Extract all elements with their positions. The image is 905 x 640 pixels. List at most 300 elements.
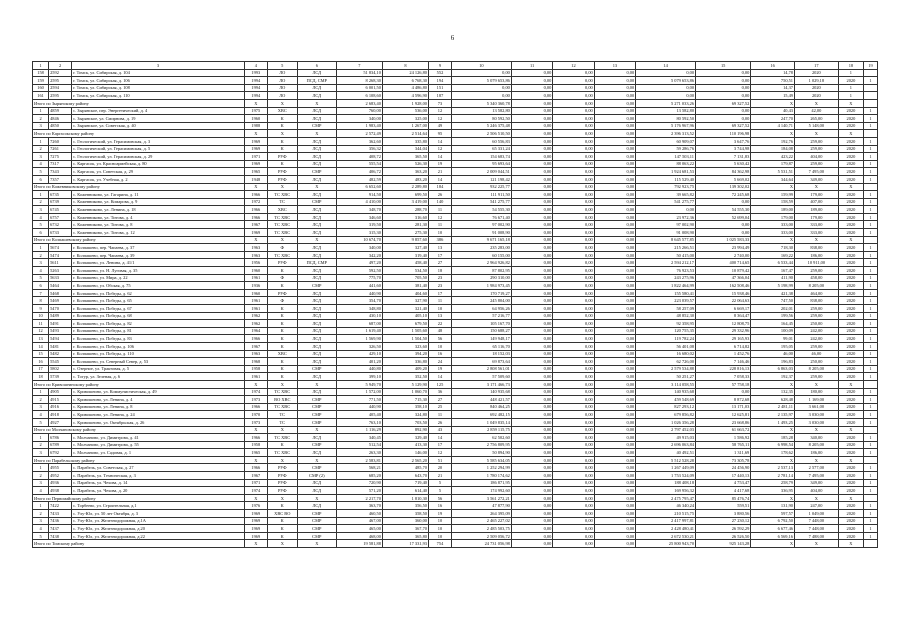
table-cell: 319,50 [336, 221, 382, 229]
table-cell: 679 856,82 [636, 411, 696, 419]
table-cell: 2020 [838, 115, 863, 123]
table-cell: 1972 [244, 198, 267, 206]
table-cell: 1967 [244, 472, 267, 480]
table-cell: 0,00 [594, 335, 635, 343]
table-cell: 0,00 [594, 198, 635, 206]
table-cell: 0,00 [594, 472, 635, 480]
table-cell: 0,00 [511, 396, 552, 404]
table-cell: 169,22 [751, 251, 795, 259]
table-cell: 185,28 [751, 434, 795, 442]
table-cell: ЛСД [297, 206, 336, 214]
column-number: 7 [336, 62, 382, 70]
table-cell: X [838, 456, 863, 464]
table-cell: 0,00 [511, 494, 552, 502]
table-cell: 1 [864, 77, 878, 85]
table-cell: 27 [428, 396, 451, 404]
table-cell: 1 [864, 160, 878, 168]
table-cell: 760,00 [336, 107, 382, 115]
table-cell: 0,00 [451, 84, 511, 92]
table-cell: 1 983,40 [336, 122, 382, 130]
table-cell: X [267, 183, 297, 191]
table-cell: 10 [428, 342, 451, 350]
table-cell: К [267, 327, 297, 335]
table-cell: 14 [428, 434, 451, 442]
table-cell: X [795, 540, 839, 548]
table-cell: 0,00 [553, 183, 594, 191]
table-cell: 22 [428, 320, 451, 328]
table-cell: 57 216,77 [451, 312, 511, 320]
table-cell: 0,00 [594, 479, 635, 487]
table-cell: 0,00 [511, 320, 552, 328]
table-cell: 0,00 [696, 221, 751, 229]
table-cell: 1966 [244, 464, 267, 472]
table-cell: X [795, 456, 839, 464]
table-cell: 259,00 [795, 145, 839, 153]
table-cell: ПСД, СМР [297, 259, 336, 267]
table-cell: с. Улу-Юл, ул. 50 лет Октября, д. 3 [72, 510, 245, 518]
table-cell: 440,90 [336, 289, 382, 297]
table-cell: 0,00 [636, 69, 696, 77]
table-cell: 3 [33, 259, 49, 267]
table-cell: ЛСД [297, 267, 336, 275]
table-cell: 92 358,95 [636, 320, 696, 328]
table-cell: 7 [33, 289, 49, 297]
table-cell: 2 683,40 [336, 99, 382, 107]
table-cell: К [267, 358, 297, 366]
table-cell: 15,49 [751, 92, 795, 100]
table-row [33, 350, 878, 358]
table-cell: 259,00 [795, 305, 839, 313]
table-cell: X [751, 183, 795, 191]
table-cell: 4952 [49, 472, 72, 480]
table-cell: ЛСД [297, 160, 336, 168]
table-cell: X [751, 130, 795, 138]
table-cell: 1 572,00 [336, 388, 382, 396]
table-cell: 1 267 449,09 [636, 464, 696, 472]
table-cell: 0,00 [553, 494, 594, 502]
table-cell: 150 688,27 [451, 327, 511, 335]
table-cell: 0,00 [594, 229, 635, 237]
table-cell: 2020 [838, 137, 863, 145]
table-cell: X [297, 183, 336, 191]
table-cell: 180,00 [795, 388, 839, 396]
table-cell: ЛСД [297, 69, 336, 77]
subtotal-label: Итого по Парабельскому району [33, 456, 245, 464]
table-cell: г. Томск, ул. Сибирская, д. 108 [72, 84, 245, 92]
table-cell: 158 [33, 69, 49, 77]
column-number: 6 [297, 62, 336, 70]
table-cell: 0,00 [553, 380, 594, 388]
table-row [33, 191, 878, 199]
table-cell: ЛСД [297, 145, 336, 153]
table-cell: 2020 [838, 213, 863, 221]
table-cell: 352,50 [382, 373, 428, 381]
table-row [33, 137, 878, 145]
table-cell: 2 [33, 145, 49, 153]
table-cell: 0,00 [594, 540, 635, 548]
table-cell: 186,00 [795, 251, 839, 259]
table-cell: 3 [33, 479, 49, 487]
table-cell: 0,00 [511, 312, 552, 320]
table-cell: РУФ [267, 464, 297, 472]
table-cell: 335,80 [382, 137, 428, 145]
table-row [33, 84, 878, 92]
table-cell: 0,00 [553, 464, 594, 472]
table-cell: X [751, 380, 795, 388]
table-cell: 0,00 [594, 251, 635, 259]
table-cell: ЛСД [297, 251, 336, 259]
table-cell: ЛСД [297, 373, 336, 381]
table-cell: 0,00 [594, 327, 635, 335]
table-cell: 2 740,00 [696, 251, 751, 259]
table-cell: 1966 [244, 335, 267, 343]
table-cell: 186,00 [795, 449, 839, 457]
table-cell: с. Геологический, ул. Герасимовская, д. 3 [72, 137, 245, 145]
table-cell: 440,80 [336, 365, 382, 373]
table-cell: 2 964 926,82 [451, 259, 511, 267]
table-cell: 46,00 [795, 350, 839, 358]
table-cell: 0,00 [696, 388, 751, 396]
table-cell: 6786 [49, 434, 72, 442]
table-cell: 1 [864, 434, 878, 442]
subtotal-row [33, 380, 878, 388]
table-cell: 2020 [838, 472, 863, 480]
table-cell: 327,40 [382, 244, 428, 252]
table-cell: 5 271 033,26 [636, 99, 696, 107]
table-cell: 8 364,47 [696, 312, 751, 320]
table-cell: 459 548,69 [636, 396, 696, 404]
table-cell: 0,00 [594, 449, 635, 457]
table-cell: 57 758,18 [696, 380, 751, 388]
table-cell: 184 [428, 183, 451, 191]
table-cell: 614,40 [382, 487, 428, 495]
table-cell: 0,00 [594, 206, 635, 214]
table-cell: 5481 [49, 342, 72, 350]
table-cell: 0,00 [511, 130, 552, 138]
table-cell: 0,00 [553, 229, 594, 237]
table-row [33, 373, 878, 381]
table-cell: 14 [33, 342, 49, 350]
table-cell: 25 800 943,70 [636, 540, 696, 548]
table-cell: 0,00 [511, 335, 552, 343]
table-cell: ТС [267, 198, 297, 206]
table-cell: ТС ХВС [267, 229, 297, 237]
table-cell: 2 696 063,84 [636, 441, 696, 449]
table-cell: 0,00 [451, 92, 511, 100]
table-cell: 23 [428, 274, 451, 282]
table-cell: 4 486,80 [382, 84, 428, 92]
table-cell: 110 196,98 [696, 130, 751, 138]
table-cell [864, 456, 878, 464]
table-cell: 159,99 [751, 191, 795, 199]
table-cell: 467,00 [336, 517, 382, 525]
table-cell: 441,60 [336, 282, 382, 290]
table-cell: 161 [33, 92, 49, 100]
table-cell: 23 [428, 282, 451, 290]
table-cell: 1 [864, 373, 878, 381]
table-cell: 5 079 653,86 [451, 77, 511, 85]
table-cell: 49 915,03 [636, 434, 696, 442]
table-cell: 12 808,75 [696, 320, 751, 328]
subtotal-row [33, 426, 878, 434]
table-cell: 0,00 [696, 115, 751, 123]
table-cell: 2020 [838, 532, 863, 540]
table-row [33, 365, 878, 373]
table-cell: 56 [428, 494, 451, 502]
table-cell: 571,20 [336, 487, 382, 495]
table-cell: 0,00 [594, 183, 635, 191]
table-cell: с. Озерное, ул. Трактовая, д. 5 [72, 365, 245, 373]
table-row [33, 358, 878, 366]
table-cell: 0,00 [594, 358, 635, 366]
table-cell: 2595 [49, 92, 72, 100]
table-cell: 2020 [838, 388, 863, 396]
table-cell: г. Колпашево, ул. Победы, д. 65 [72, 297, 245, 305]
table-cell: 5474 [49, 251, 72, 259]
table-cell: 11 [428, 411, 451, 419]
table-cell: X [267, 236, 297, 244]
table-cell: 1 [864, 350, 878, 358]
table-cell: 1 [864, 267, 878, 275]
table-cell: X [244, 540, 267, 548]
table-cell: 23 668,86 [696, 418, 751, 426]
table-cell: 0,00 [511, 434, 552, 442]
table-cell: с. Парабель, ул. Техническая, д. 3 [72, 472, 245, 480]
table-cell: 720,90 [336, 479, 382, 487]
table-cell: 6732 [49, 221, 72, 229]
table-cell: 1 [864, 198, 878, 206]
table-cell: ТС ХВС [267, 191, 297, 199]
table-cell: 0,00 [511, 267, 552, 275]
column-number: 17 [795, 62, 839, 70]
table-cell: 97 002,90 [451, 221, 511, 229]
table-cell: 11 [428, 206, 451, 214]
table-cell: 430,10 [336, 312, 382, 320]
table-cell: 27 [428, 259, 451, 267]
table-cell: с. Парабель, ул. Чехова, д. 14 [72, 479, 245, 487]
table-cell: г. Томск, ул. Сибирская, д. 104 [72, 69, 245, 77]
table-cell: 1 [864, 122, 878, 130]
table-cell: 0,00 [553, 472, 594, 480]
table-cell: 0,00 [511, 99, 552, 107]
table-cell: 0,00 [511, 441, 552, 449]
table-cell: 1948 [244, 175, 267, 183]
table-cell: ХВС [267, 206, 297, 214]
table-cell: 4 [33, 525, 49, 533]
table-cell: 0,00 [511, 487, 552, 495]
table-cell: г. Колпашево, ул. Победы, д. 106 [72, 342, 245, 350]
table-cell: 5 949,70 [336, 380, 382, 388]
table-cell: 2020 [838, 259, 863, 267]
table-row [33, 320, 878, 328]
table-cell: 4 596,90 [382, 92, 428, 100]
table-cell: г. Колпашево, пер. Чапаева, д. 39 [72, 251, 245, 259]
table-cell: 5482 [49, 350, 72, 358]
table-cell: 7 058,33 [696, 373, 751, 381]
table-cell: 2020 [838, 335, 863, 343]
table-cell: 5493 [49, 327, 72, 335]
table-cell: 0,00 [696, 77, 751, 85]
table-cell: 3 [33, 449, 49, 457]
table-cell: 458,40 [382, 259, 428, 267]
table-cell: 0,00 [553, 92, 594, 100]
table-cell: 2020 [838, 153, 863, 161]
table-cell: 12 [33, 327, 49, 335]
table-cell: 747,50 [751, 297, 795, 305]
table-cell: 169 956,32 [636, 487, 696, 495]
table-cell: 19 [428, 160, 451, 168]
table-cell: 1956 [244, 259, 267, 267]
table-cell: 1 [864, 312, 878, 320]
table-row [33, 206, 878, 214]
table-cell: 1967 [244, 342, 267, 350]
table-cell: 16 [428, 350, 451, 358]
table-cell: 1975 [244, 107, 267, 115]
table-cell: 39 665,82 [636, 191, 696, 199]
table-cell: 2 572,49 [336, 130, 382, 138]
table-cell: 95 [428, 130, 451, 138]
table-row [33, 464, 878, 472]
table-cell: 17 [428, 441, 451, 449]
table-cell: 87 802,95 [451, 267, 511, 275]
table-cell: 24 731 056,98 [451, 540, 511, 548]
table-cell: 2020 [795, 69, 839, 77]
table-cell: ТС [267, 418, 297, 426]
table-cell: 348,70 [336, 206, 382, 214]
table-cell: с. Каргасок, ул. Красноармейская, д. 80 [72, 160, 245, 168]
table-cell: 0,00 [594, 153, 635, 161]
table-cell: 1994 [244, 84, 267, 92]
table-cell: 2020 [838, 464, 863, 472]
table-cell: X [267, 130, 297, 138]
table-cell: 1962 [244, 320, 267, 328]
table-cell: СМР [297, 464, 336, 472]
table-cell: 1970 [244, 411, 267, 419]
table-cell: 159 [33, 77, 49, 85]
table-cell: 140 935,68 [451, 388, 511, 396]
table-cell: 4915 [49, 396, 72, 404]
table-cell: 0,00 [553, 99, 594, 107]
table-cell: ЛСД [297, 449, 336, 457]
table-cell: 6 863,03 [751, 365, 795, 373]
table-cell: 1968 [244, 358, 267, 366]
table-cell: с. Кривошеино, ул. Коммунистическая, д. 49 [72, 388, 245, 396]
table-cell: 1960 [244, 289, 267, 297]
table-cell: 242,00 [795, 327, 839, 335]
table-row [33, 479, 878, 487]
table-cell: СМР [297, 396, 336, 404]
table-cell: ЛСД [297, 388, 336, 396]
table-cell: 1 493,25 [751, 418, 795, 426]
table-cell: 2020 [838, 396, 863, 404]
table-cell: 15 [33, 350, 49, 358]
table-cell: 4 [33, 213, 49, 221]
table-cell: 0,00 [511, 540, 552, 548]
table-cell [864, 426, 878, 434]
table-cell: 58 257,09 [636, 305, 696, 313]
table-cell: 1994 [244, 92, 267, 100]
table-cell: 5 512 528,28 [636, 456, 696, 464]
table-cell: 0,00 [594, 274, 635, 282]
table-row [33, 525, 878, 533]
table-cell: 0,00 [594, 130, 635, 138]
table-cell: 0,00 [553, 236, 594, 244]
table-cell: 2020 [838, 206, 863, 214]
table-cell: 0,00 [511, 175, 552, 183]
table-cell: 6 [33, 175, 49, 183]
table-cell: 838,00 [795, 297, 839, 305]
table-cell: 6792 [49, 449, 72, 457]
table-cell: 4927 [49, 418, 72, 426]
table-cell: 17 331,93 [382, 540, 428, 548]
table-cell: 10 911,00 [795, 259, 839, 267]
table-cell: 2 465 227,02 [451, 517, 511, 525]
column-number: 2 [49, 62, 72, 70]
table-cell: 265,00 [795, 115, 839, 123]
table-cell: X [267, 456, 297, 464]
table-cell: 6 569,16 [751, 532, 795, 540]
table-cell: 10 [428, 525, 451, 533]
table-cell: X [795, 380, 839, 388]
table-cell: г. Колпашево, ул. Победы, д. 67 [72, 305, 245, 313]
table-cell: 5 340 360,78 [451, 99, 511, 107]
column-number: 8 [382, 62, 428, 70]
table-cell: X [297, 494, 336, 502]
table-cell: 2 808 561,01 [451, 365, 511, 373]
table-cell: 763,10 [336, 418, 382, 426]
table-cell: 2 289,80 [382, 183, 428, 191]
table-cell: 196,83 [751, 358, 795, 366]
table-cell: 80 592,50 [636, 115, 696, 123]
table-cell: 0,00 [553, 107, 594, 115]
table-row [33, 229, 878, 237]
table-cell: г. Колпашево, ул. Победы, д. 110 [72, 350, 245, 358]
table-cell: 56 [428, 335, 451, 343]
table-row [33, 69, 878, 77]
table-cell: 21 [428, 168, 451, 176]
table-cell: 0,00 [553, 312, 594, 320]
table-cell: 400 714,65 [696, 259, 751, 267]
table-cell: 29 165,93 [696, 335, 751, 343]
table-cell: 4 753,47 [696, 479, 751, 487]
table-cell: 324,80 [382, 411, 428, 419]
table-cell: 215 266,51 [636, 244, 696, 252]
table-cell: 54 555,30 [696, 206, 751, 214]
table-cell: 10 [33, 312, 49, 320]
table-cell: г. Колпашево, ул. Н. Луговая, д. 35 [72, 267, 245, 275]
table-cell: 1 [864, 525, 878, 533]
table-cell: с. Кожевниково, ул. Титова, д. 4 [72, 213, 245, 221]
table-cell: К [267, 517, 297, 525]
table-cell: 1966 [244, 434, 267, 442]
table-cell: 1 [864, 244, 878, 252]
table-cell: 1969 [244, 532, 267, 540]
table-cell: 1 [864, 305, 878, 313]
table-cell: 84 362,98 [696, 168, 751, 176]
column-number: 14 [636, 62, 696, 70]
column-number: 5 [267, 62, 297, 70]
table-cell: ХВС [267, 350, 297, 358]
table-cell: с. Кожевниково, ул. Титова, д. 8 [72, 221, 245, 229]
table-cell: 2020 [838, 403, 863, 411]
table-cell: 0,00 [511, 107, 552, 115]
table-cell: 0,00 [553, 532, 594, 540]
table-cell: ЛСД [297, 305, 336, 313]
table-cell: с. Улу-Юл, ул. Железнодорожная, д.22 [72, 532, 245, 540]
table-cell: 5491 [49, 320, 72, 328]
table-cell: 3 171 466,73 [451, 380, 511, 388]
table-cell: 323,60 [382, 342, 428, 350]
